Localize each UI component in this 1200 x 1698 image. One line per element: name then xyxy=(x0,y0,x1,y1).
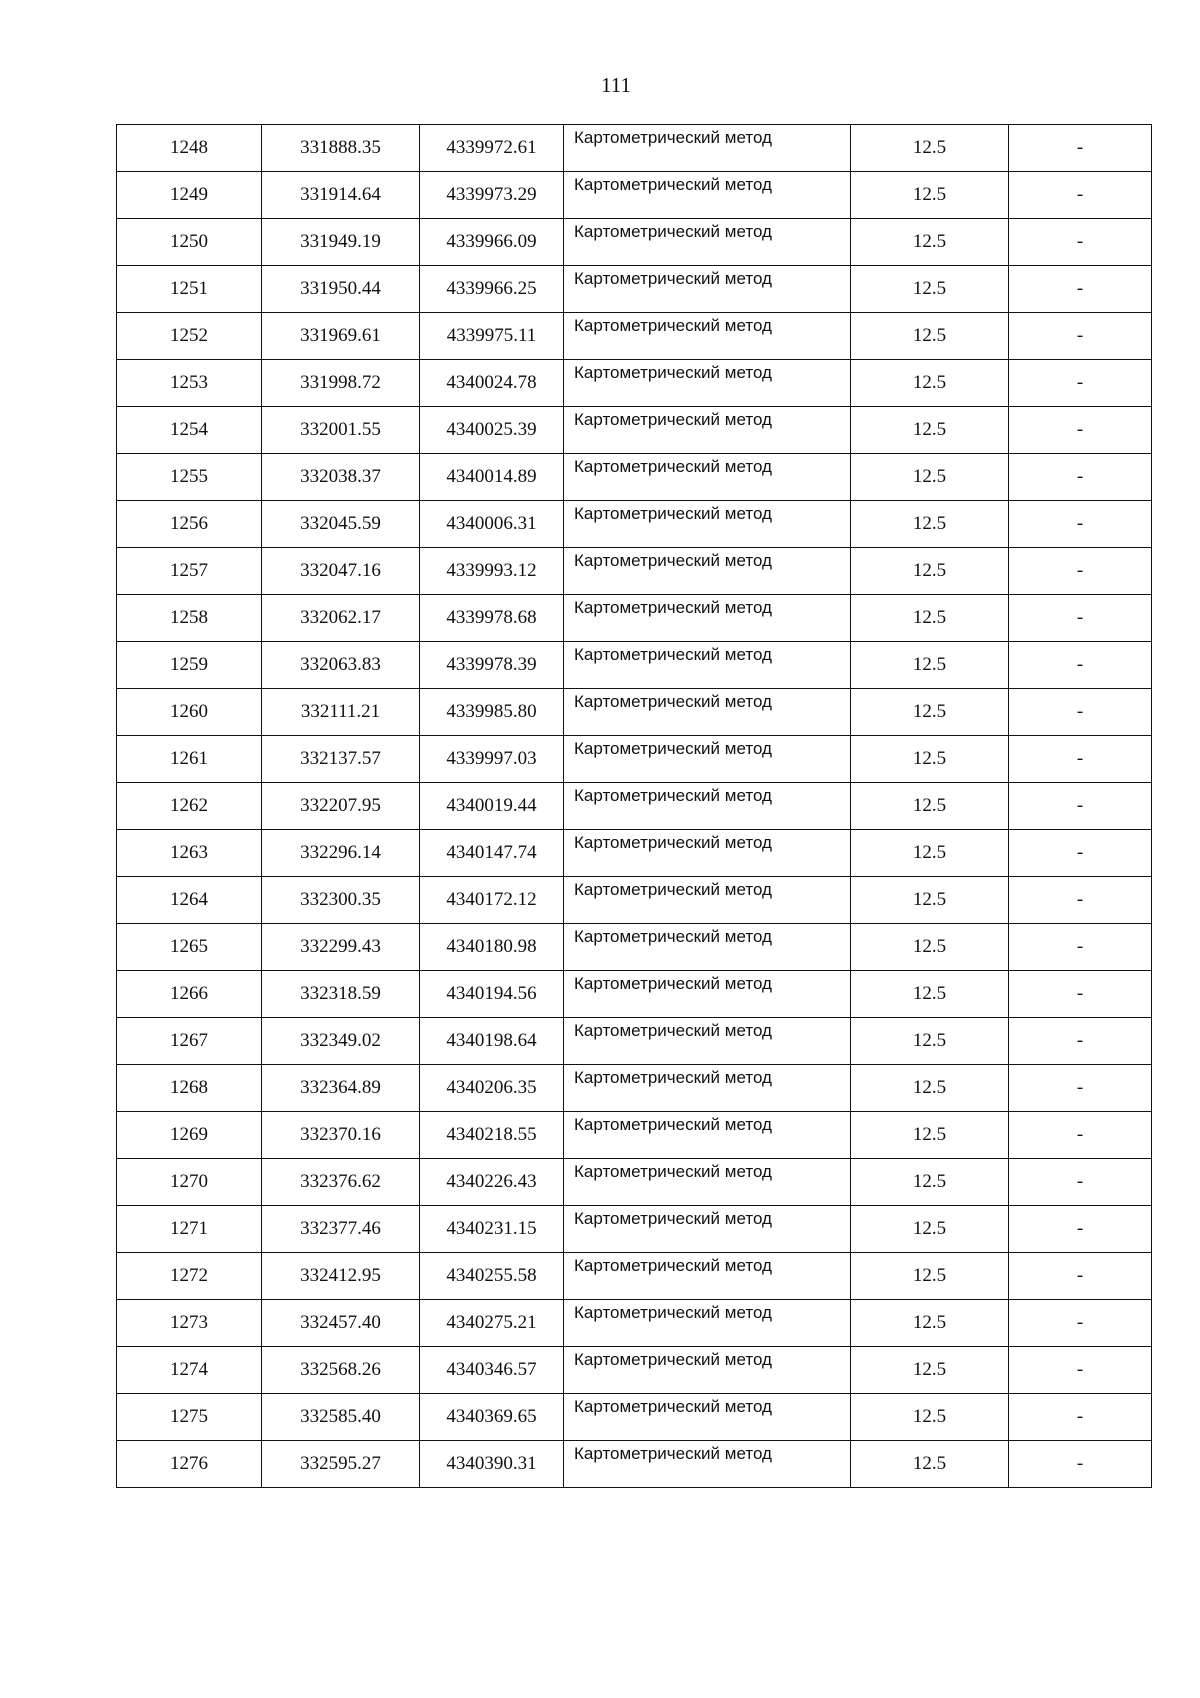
description-cell: - xyxy=(1009,1300,1152,1347)
table-row xyxy=(117,501,1152,548)
description-cell: - xyxy=(1009,830,1152,877)
table-row xyxy=(117,172,1152,219)
accuracy-cell: 12.5 xyxy=(851,689,1009,736)
accuracy-cell: 12.5 xyxy=(851,736,1009,783)
y-coordinate-cell: 4340025.39 xyxy=(420,407,564,454)
point-number-cell: 1257 xyxy=(117,548,262,595)
y-coordinate-cell: 4340014.89 xyxy=(420,454,564,501)
accuracy-cell: 12.5 xyxy=(851,924,1009,971)
accuracy-cell: 12.5 xyxy=(851,407,1009,454)
y-coordinate-cell: 4340019.44 xyxy=(420,783,564,830)
method-cell: Картометрический метод xyxy=(564,219,851,266)
accuracy-cell: 12.5 xyxy=(851,1347,1009,1394)
x-coordinate-cell: 332137.57 xyxy=(262,736,420,783)
y-coordinate-cell: 4339972.61 xyxy=(420,125,564,172)
x-coordinate-cell: 332370.16 xyxy=(262,1112,420,1159)
method-cell: Картометрический метод xyxy=(564,1206,851,1253)
y-coordinate-cell: 4340172.12 xyxy=(420,877,564,924)
method-cell: Картометрический метод xyxy=(564,971,851,1018)
method-cell: Картометрический метод xyxy=(564,1394,851,1441)
point-number-cell: 1265 xyxy=(117,924,262,971)
description-cell: - xyxy=(1009,595,1152,642)
y-coordinate-cell: 4339966.09 xyxy=(420,219,564,266)
method-cell: Картометрический метод xyxy=(564,1018,851,1065)
x-coordinate-cell: 332062.17 xyxy=(262,595,420,642)
description-cell: - xyxy=(1009,1253,1152,1300)
accuracy-cell: 12.5 xyxy=(851,783,1009,830)
y-coordinate-cell: 4340369.65 xyxy=(420,1394,564,1441)
description-cell: - xyxy=(1009,266,1152,313)
table-row xyxy=(117,1065,1152,1112)
x-coordinate-cell: 332207.95 xyxy=(262,783,420,830)
x-coordinate-cell: 331949.19 xyxy=(262,219,420,266)
point-number-cell: 1263 xyxy=(117,830,262,877)
y-coordinate-cell: 4340180.98 xyxy=(420,924,564,971)
method-cell: Картометрический метод xyxy=(564,313,851,360)
accuracy-cell: 12.5 xyxy=(851,1065,1009,1112)
point-number-cell: 1275 xyxy=(117,1394,262,1441)
y-coordinate-cell: 4339985.80 xyxy=(420,689,564,736)
accuracy-cell: 12.5 xyxy=(851,1394,1009,1441)
table-row xyxy=(117,1159,1152,1206)
point-number-cell: 1264 xyxy=(117,877,262,924)
description-cell: - xyxy=(1009,689,1152,736)
accuracy-cell: 12.5 xyxy=(851,454,1009,501)
x-coordinate-cell: 332568.26 xyxy=(262,1347,420,1394)
y-coordinate-cell: 4339966.25 xyxy=(420,266,564,313)
description-cell: - xyxy=(1009,407,1152,454)
description-cell: - xyxy=(1009,1206,1152,1253)
x-coordinate-cell: 332045.59 xyxy=(262,501,420,548)
x-coordinate-cell: 332300.35 xyxy=(262,877,420,924)
table-row xyxy=(117,1300,1152,1347)
table-row xyxy=(117,1394,1152,1441)
point-number-cell: 1270 xyxy=(117,1159,262,1206)
table-row xyxy=(117,548,1152,595)
point-number-cell: 1254 xyxy=(117,407,262,454)
y-coordinate-cell: 4340206.35 xyxy=(420,1065,564,1112)
accuracy-cell: 12.5 xyxy=(851,219,1009,266)
point-number-cell: 1248 xyxy=(117,125,262,172)
accuracy-cell: 12.5 xyxy=(851,125,1009,172)
point-number-cell: 1273 xyxy=(117,1300,262,1347)
method-cell: Картометрический метод xyxy=(564,1159,851,1206)
table-row xyxy=(117,783,1152,830)
table-row xyxy=(117,971,1152,1018)
method-cell: Картометрический метод xyxy=(564,1112,851,1159)
method-cell: Картометрический метод xyxy=(564,1065,851,1112)
accuracy-cell: 12.5 xyxy=(851,642,1009,689)
accuracy-cell: 12.5 xyxy=(851,360,1009,407)
description-cell: - xyxy=(1009,360,1152,407)
table-row xyxy=(117,1206,1152,1253)
description-cell: - xyxy=(1009,1394,1152,1441)
x-coordinate-cell: 332364.89 xyxy=(262,1065,420,1112)
description-cell: - xyxy=(1009,1347,1152,1394)
table-row xyxy=(117,454,1152,501)
coordinates-table xyxy=(116,124,1152,1488)
method-cell: Картометрический метод xyxy=(564,736,851,783)
y-coordinate-cell: 4339993.12 xyxy=(420,548,564,595)
point-number-cell: 1276 xyxy=(117,1441,262,1488)
accuracy-cell: 12.5 xyxy=(851,1018,1009,1065)
method-cell: Картометрический метод xyxy=(564,1300,851,1347)
table-row xyxy=(117,266,1152,313)
accuracy-cell: 12.5 xyxy=(851,1253,1009,1300)
method-cell: Картометрический метод xyxy=(564,454,851,501)
method-cell: Картометрический метод xyxy=(564,1253,851,1300)
x-coordinate-cell: 331888.35 xyxy=(262,125,420,172)
description-cell: - xyxy=(1009,783,1152,830)
point-number-cell: 1267 xyxy=(117,1018,262,1065)
page-number: 111 xyxy=(601,73,631,97)
accuracy-cell: 12.5 xyxy=(851,172,1009,219)
description-cell: - xyxy=(1009,548,1152,595)
description-cell: - xyxy=(1009,1065,1152,1112)
y-coordinate-cell: 4340226.43 xyxy=(420,1159,564,1206)
description-cell: - xyxy=(1009,736,1152,783)
description-cell: - xyxy=(1009,313,1152,360)
x-coordinate-cell: 332412.95 xyxy=(262,1253,420,1300)
point-number-cell: 1249 xyxy=(117,172,262,219)
y-coordinate-cell: 4339973.29 xyxy=(420,172,564,219)
description-cell: - xyxy=(1009,642,1152,689)
y-coordinate-cell: 4339978.39 xyxy=(420,642,564,689)
description-cell: - xyxy=(1009,501,1152,548)
x-coordinate-cell: 332299.43 xyxy=(262,924,420,971)
table-row xyxy=(117,407,1152,454)
description-cell: - xyxy=(1009,172,1152,219)
table-row xyxy=(117,736,1152,783)
accuracy-cell: 12.5 xyxy=(851,548,1009,595)
accuracy-cell: 12.5 xyxy=(851,266,1009,313)
method-cell: Картометрический метод xyxy=(564,783,851,830)
point-number-cell: 1252 xyxy=(117,313,262,360)
point-number-cell: 1258 xyxy=(117,595,262,642)
table-row xyxy=(117,1112,1152,1159)
y-coordinate-cell: 4340255.58 xyxy=(420,1253,564,1300)
point-number-cell: 1269 xyxy=(117,1112,262,1159)
accuracy-cell: 12.5 xyxy=(851,830,1009,877)
point-number-cell: 1251 xyxy=(117,266,262,313)
table-row xyxy=(117,1441,1152,1488)
table-row xyxy=(117,689,1152,736)
description-cell: - xyxy=(1009,1441,1152,1488)
table-row xyxy=(117,1253,1152,1300)
x-coordinate-cell: 332063.83 xyxy=(262,642,420,689)
table-row xyxy=(117,830,1152,877)
table-body xyxy=(117,125,1152,1488)
method-cell: Картометрический метод xyxy=(564,877,851,924)
x-coordinate-cell: 332038.37 xyxy=(262,454,420,501)
description-cell: - xyxy=(1009,1018,1152,1065)
y-coordinate-cell: 4340006.31 xyxy=(420,501,564,548)
description-cell: - xyxy=(1009,877,1152,924)
point-number-cell: 1253 xyxy=(117,360,262,407)
accuracy-cell: 12.5 xyxy=(851,313,1009,360)
method-cell: Картометрический метод xyxy=(564,595,851,642)
x-coordinate-cell: 332376.62 xyxy=(262,1159,420,1206)
y-coordinate-cell: 4340147.74 xyxy=(420,830,564,877)
description-cell: - xyxy=(1009,1159,1152,1206)
method-cell: Картометрический метод xyxy=(564,266,851,313)
y-coordinate-cell: 4340198.64 xyxy=(420,1018,564,1065)
x-coordinate-cell: 331914.64 xyxy=(262,172,420,219)
y-coordinate-cell: 4339978.68 xyxy=(420,595,564,642)
x-coordinate-cell: 332111.21 xyxy=(262,689,420,736)
y-coordinate-cell: 4340024.78 xyxy=(420,360,564,407)
x-coordinate-cell: 332457.40 xyxy=(262,1300,420,1347)
point-number-cell: 1268 xyxy=(117,1065,262,1112)
point-number-cell: 1260 xyxy=(117,689,262,736)
method-cell: Картометрический метод xyxy=(564,689,851,736)
point-number-cell: 1274 xyxy=(117,1347,262,1394)
accuracy-cell: 12.5 xyxy=(851,595,1009,642)
x-coordinate-cell: 332047.16 xyxy=(262,548,420,595)
x-coordinate-cell: 332377.46 xyxy=(262,1206,420,1253)
accuracy-cell: 12.5 xyxy=(851,1300,1009,1347)
method-cell: Картометрический метод xyxy=(564,830,851,877)
table-row xyxy=(117,125,1152,172)
y-coordinate-cell: 4340218.55 xyxy=(420,1112,564,1159)
y-coordinate-cell: 4340231.15 xyxy=(420,1206,564,1253)
x-coordinate-cell: 332296.14 xyxy=(262,830,420,877)
table-row xyxy=(117,924,1152,971)
point-number-cell: 1266 xyxy=(117,971,262,1018)
accuracy-cell: 12.5 xyxy=(851,501,1009,548)
x-coordinate-cell: 332585.40 xyxy=(262,1394,420,1441)
accuracy-cell: 12.5 xyxy=(851,1441,1009,1488)
description-cell: - xyxy=(1009,125,1152,172)
method-cell: Картометрический метод xyxy=(564,924,851,971)
method-cell: Картометрический метод xyxy=(564,172,851,219)
table-row xyxy=(117,642,1152,689)
method-cell: Картометрический метод xyxy=(564,125,851,172)
table-row xyxy=(117,1347,1152,1394)
method-cell: Картометрический метод xyxy=(564,642,851,689)
point-number-cell: 1256 xyxy=(117,501,262,548)
y-coordinate-cell: 4340346.57 xyxy=(420,1347,564,1394)
x-coordinate-cell: 331998.72 xyxy=(262,360,420,407)
table-row xyxy=(117,877,1152,924)
method-cell: Картометрический метод xyxy=(564,1347,851,1394)
method-cell: Картометрический метод xyxy=(564,407,851,454)
point-number-cell: 1262 xyxy=(117,783,262,830)
method-cell: Картометрический метод xyxy=(564,501,851,548)
x-coordinate-cell: 332001.55 xyxy=(262,407,420,454)
description-cell: - xyxy=(1009,1112,1152,1159)
method-cell: Картометрический метод xyxy=(564,1441,851,1488)
accuracy-cell: 12.5 xyxy=(851,1112,1009,1159)
point-number-cell: 1261 xyxy=(117,736,262,783)
x-coordinate-cell: 332349.02 xyxy=(262,1018,420,1065)
description-cell: - xyxy=(1009,219,1152,266)
accuracy-cell: 12.5 xyxy=(851,1206,1009,1253)
x-coordinate-cell: 332318.59 xyxy=(262,971,420,1018)
description-cell: - xyxy=(1009,454,1152,501)
point-number-cell: 1272 xyxy=(117,1253,262,1300)
table-row xyxy=(117,1018,1152,1065)
method-cell: Картометрический метод xyxy=(564,548,851,595)
description-cell: - xyxy=(1009,924,1152,971)
accuracy-cell: 12.5 xyxy=(851,971,1009,1018)
point-number-cell: 1271 xyxy=(117,1206,262,1253)
point-number-cell: 1255 xyxy=(117,454,262,501)
accuracy-cell: 12.5 xyxy=(851,1159,1009,1206)
y-coordinate-cell: 4339975.11 xyxy=(420,313,564,360)
y-coordinate-cell: 4340390.31 xyxy=(420,1441,564,1488)
table-row xyxy=(117,595,1152,642)
x-coordinate-cell: 331969.61 xyxy=(262,313,420,360)
description-cell: - xyxy=(1009,971,1152,1018)
accuracy-cell: 12.5 xyxy=(851,877,1009,924)
y-coordinate-cell: 4340194.56 xyxy=(420,971,564,1018)
method-cell: Картометрический метод xyxy=(564,360,851,407)
table-row xyxy=(117,219,1152,266)
y-coordinate-cell: 4340275.21 xyxy=(420,1300,564,1347)
point-number-cell: 1250 xyxy=(117,219,262,266)
point-number-cell: 1259 xyxy=(117,642,262,689)
table-row xyxy=(117,360,1152,407)
table-row xyxy=(117,313,1152,360)
x-coordinate-cell: 331950.44 xyxy=(262,266,420,313)
y-coordinate-cell: 4339997.03 xyxy=(420,736,564,783)
x-coordinate-cell: 332595.27 xyxy=(262,1441,420,1488)
